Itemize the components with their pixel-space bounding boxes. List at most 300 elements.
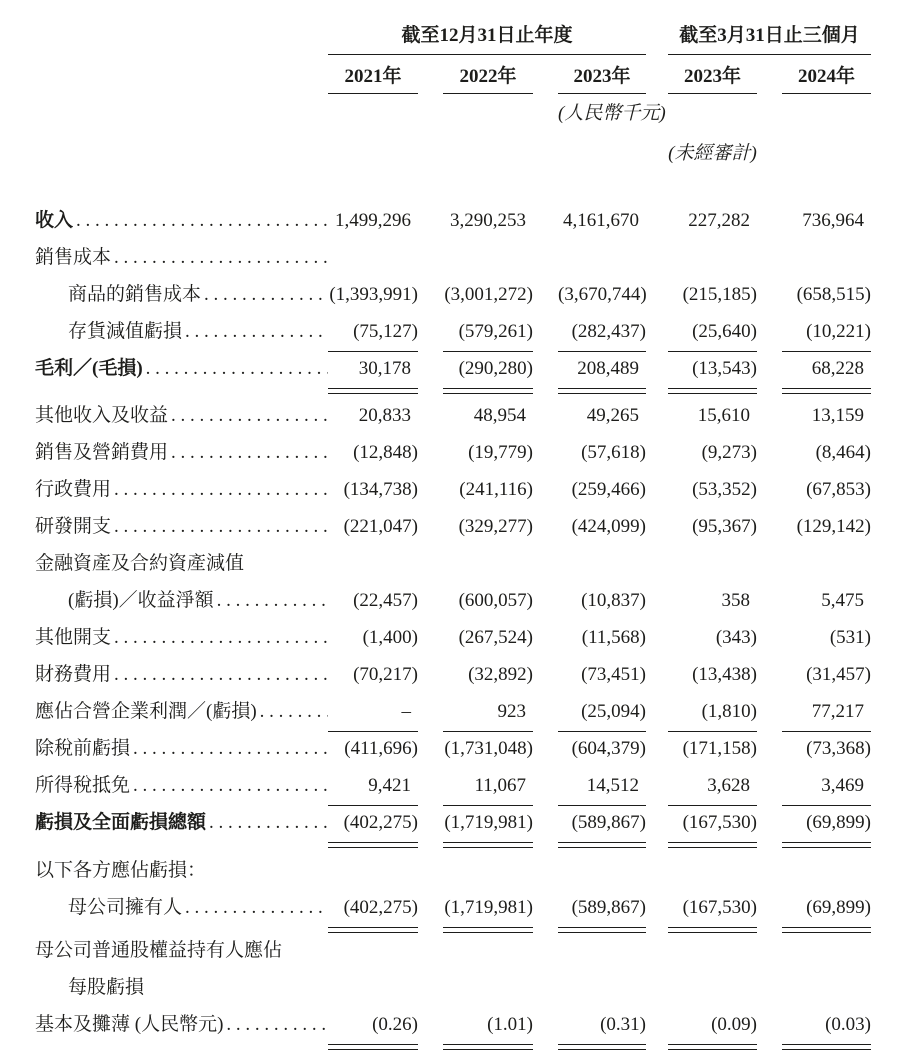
row-label: 除稅前虧損 [35,738,131,759]
value-cell [558,472,646,509]
row-label-cell [35,657,328,694]
value: (221,047) [343,516,418,537]
table-row [35,472,871,509]
column-gap [533,435,558,472]
value-cell [558,694,646,731]
column-gap [533,54,558,93]
value-cell [443,203,533,240]
column-gap [646,890,668,927]
header-spacer-row [35,167,871,203]
column-gap [418,853,443,890]
value-cell [782,472,871,509]
value: (1.01) [487,1013,533,1035]
column-gap [757,54,782,93]
value: (402,275) [343,811,418,833]
value-cell [668,933,757,970]
value-cell [328,620,418,657]
dot-leader [226,1012,328,1038]
column-gap [646,277,668,314]
row-label: 基本及攤薄 (人民幣元) [35,1014,224,1035]
table-row [35,240,871,277]
value-cell [443,472,533,509]
value-cell [558,890,646,927]
column-gap [418,657,443,694]
value-cell [443,351,533,388]
row-label-cell [35,314,328,351]
value-cell [443,805,533,842]
row-label: 應佔合營企業利潤／(虧損) [35,701,257,722]
value: (0.31) [600,1013,646,1035]
column-gap [533,398,558,435]
value-cell [558,933,646,970]
value: (402,275) [343,896,418,918]
value: (282,437) [571,320,646,342]
value: (658,515) [796,284,871,305]
table-row [35,546,871,583]
value-cell [782,277,871,314]
value: – [401,700,411,722]
value-cell [558,203,646,240]
column-gap [533,509,558,546]
value: 15,610 [697,405,750,426]
empty-cell [35,54,328,93]
value-cell [782,546,871,583]
table-row [35,314,871,351]
value: 48,954 [473,405,526,426]
value-cell [668,277,757,314]
value: (69,899) [806,811,871,833]
table-body [35,203,871,1044]
row-label: 研發開支 [35,516,112,537]
value: (167,530) [682,896,757,918]
value-cell [443,890,533,927]
column-gap [646,853,668,890]
value: (589,867) [571,811,646,833]
column-gap [757,583,782,620]
empty-cell [757,127,871,167]
column-gap [646,351,668,388]
period-group-quarter: 截至3月31日止三個月 [668,6,871,54]
value: (73,368) [806,738,871,759]
row-label-cell [35,398,328,435]
value: (1,400) [362,627,418,648]
row-label: 母公司普通股權益持有人應佔 [35,940,283,961]
table-row [35,277,871,314]
value-cell [328,277,418,314]
row-label: 商品的銷售成本 [68,284,202,305]
value: (343) [715,627,757,648]
value: (3,001,272) [444,284,533,305]
dot-leader [114,245,328,271]
value: 9,421 [368,774,411,796]
row-label-cell [35,583,328,620]
value-cell [558,240,646,277]
column-gap [757,435,782,472]
value: 3,469 [821,774,864,796]
column-gap [418,435,443,472]
dot-leader [185,895,328,921]
value: 358 [721,590,750,611]
empty-cell [35,93,558,127]
row-label-cell [35,768,328,805]
empty-cell [35,6,328,54]
row-label: 其他收入及收益 [35,405,169,426]
dot-leader [171,440,328,466]
value-cell [668,970,757,1007]
table-row [35,203,871,240]
value: (589,867) [571,896,646,918]
unaudited-note-row [35,127,871,167]
column-gap [646,203,668,240]
value-cell [328,546,418,583]
unaudited-note: (未經審計) [668,143,757,164]
dot-leader [76,208,328,234]
dot-leader [204,282,328,308]
value: 13,159 [811,405,864,426]
column-gap [418,509,443,546]
value-cell [782,314,871,351]
value-cell [668,314,757,351]
value-cell [328,853,418,890]
value: (241,116) [459,479,533,500]
table-row [35,805,871,842]
year-header-2022: 2022年 [443,54,533,93]
value: (13,543) [692,357,757,379]
row-label-cell [35,890,328,927]
value-cell [782,731,871,768]
empty-cell [35,842,871,853]
value: (95,367) [692,516,757,537]
column-gap [418,933,443,970]
dot-leader [217,588,328,614]
column-gap [646,54,668,93]
column-gap [418,1007,443,1044]
column-gap [757,509,782,546]
value-cell [668,1007,757,1044]
row-label: 毛利／(毛損) [35,358,143,379]
value-cell [328,314,418,351]
column-gap [418,398,443,435]
table-header [35,6,871,203]
table-row [35,933,871,970]
value-cell [558,435,646,472]
row-label: 每股虧損 [68,977,145,998]
column-gap [533,933,558,970]
column-gap [533,805,558,842]
column-gap [533,620,558,657]
row-label-cell [35,853,328,890]
value-cell [328,970,418,1007]
value: 68,228 [811,357,864,379]
value-cell [443,314,533,351]
value-cell [443,398,533,435]
column-gap [533,277,558,314]
value: 227,282 [688,210,750,231]
value: (329,277) [458,516,533,537]
value-cell [328,583,418,620]
value: (10,837) [581,590,646,611]
row-label: 以下各方應佔虧損： [35,860,207,881]
column-gap [418,970,443,1007]
value: 208,489 [577,357,639,379]
group-gap [646,6,668,54]
column-gap [646,970,668,1007]
row-label-cell [35,970,328,1007]
column-gap [418,277,443,314]
value-cell [782,1007,871,1044]
column-gap [757,398,782,435]
value: (19,779) [468,442,533,463]
value: 11,067 [474,774,526,796]
value-cell [443,1007,533,1044]
column-gap [757,731,782,768]
column-gap [418,694,443,731]
value-cell [328,731,418,768]
column-gap [533,351,558,388]
value-cell [558,805,646,842]
column-gap [418,731,443,768]
column-gap [533,314,558,351]
value: (134,738) [343,479,418,500]
value-cell [668,351,757,388]
dot-leader [185,319,328,345]
column-gap [533,1007,558,1044]
row-label-cell [35,933,328,970]
value: 20,833 [358,405,411,426]
value-cell [668,583,757,620]
dot-leader [260,699,328,725]
value: (0.26) [372,1013,418,1035]
value: (73,451) [581,664,646,685]
table-row [35,583,871,620]
value: (1,810) [701,700,757,722]
value: (3,670,744) [558,284,647,305]
value-cell [782,657,871,694]
value-cell [668,240,757,277]
column-gap [757,240,782,277]
column-gap [646,583,668,620]
row-label: 銷售及營銷費用 [35,442,169,463]
column-gap [757,890,782,927]
value: (67,853) [806,479,871,500]
unit-note-row [35,93,871,127]
value: 1,499,296 [335,210,411,231]
value-cell [668,853,757,890]
column-gap [533,583,558,620]
column-gap [646,314,668,351]
column-gap [646,472,668,509]
row-label: 虧損及全面虧損總額 [35,812,207,833]
spacer-row [35,842,871,853]
empty-cell [35,167,871,203]
period-group-row [35,6,871,54]
column-gap [418,203,443,240]
value-cell [782,509,871,546]
column-gap [646,435,668,472]
column-gap [533,472,558,509]
value: (0.03) [825,1013,871,1035]
year-header-2024-q1: 2024年 [782,54,871,93]
value-cell [443,768,533,805]
column-gap [533,853,558,890]
table-row [35,398,871,435]
column-gap [757,203,782,240]
value-cell [558,853,646,890]
value: (215,185) [682,284,757,305]
value: (32,892) [468,664,533,685]
value-cell [782,805,871,842]
value: (25,094) [581,700,646,722]
value-cell [328,472,418,509]
row-label: 存貨減值虧損 [68,321,183,342]
value-cell [782,240,871,277]
column-gap [418,472,443,509]
column-gap [757,970,782,1007]
value-cell [558,546,646,583]
column-gap [646,546,668,583]
value: (579,261) [458,320,533,342]
column-gap [533,546,558,583]
table-row [35,657,871,694]
value: (75,127) [353,320,418,342]
column-gap [418,805,443,842]
row-label: (虧損)／收益淨額 [68,590,214,611]
value: (12,848) [353,442,418,463]
value-cell [328,398,418,435]
value-cell [558,398,646,435]
value: 49,265 [586,405,639,426]
column-gap [533,203,558,240]
value-cell [782,620,871,657]
row-label-cell [35,203,328,240]
column-gap [646,694,668,731]
column-gap [757,805,782,842]
value: (531) [829,627,871,648]
row-label-cell [35,472,328,509]
column-gap [757,620,782,657]
value-cell [328,509,418,546]
value-cell [782,694,871,731]
value: (57,618) [581,442,646,463]
row-label-cell [35,805,328,842]
column-gap [418,890,443,927]
value: (0.09) [711,1013,757,1035]
column-gap [418,620,443,657]
column-gap [646,731,668,768]
column-gap [757,657,782,694]
value-cell [558,1007,646,1044]
value: (259,466) [571,479,646,500]
row-label-cell [35,546,328,583]
value-cell [668,203,757,240]
value-cell [443,240,533,277]
value-cell [558,277,646,314]
column-gap [418,583,443,620]
value-cell [782,768,871,805]
value: (171,158) [682,738,757,759]
year-header-row [35,54,871,93]
table-row [35,351,871,388]
column-gap [757,768,782,805]
value: (267,524) [458,627,533,648]
dot-leader [209,810,328,836]
column-gap [646,240,668,277]
value-cell [782,853,871,890]
value: 3,628 [707,774,750,796]
year-header-2021: 2021年 [328,54,418,93]
column-gap [533,240,558,277]
column-gap [646,933,668,970]
value-cell [558,583,646,620]
column-gap [533,970,558,1007]
row-label-cell [35,620,328,657]
table-row [35,890,871,927]
value-cell [668,435,757,472]
table-row [35,768,871,805]
value-cell [668,768,757,805]
column-gap [418,351,443,388]
value: 77,217 [811,700,864,722]
value-cell [328,890,418,927]
dot-leader [133,773,328,799]
column-gap [757,277,782,314]
column-gap [533,768,558,805]
value-cell [328,1007,418,1044]
value-cell [782,890,871,927]
year-header-2023: 2023年 [558,54,646,93]
column-gap [533,657,558,694]
row-label-cell [35,509,328,546]
value: (290,280) [458,357,533,379]
value: 923 [497,700,526,722]
value-cell [558,314,646,351]
value-cell [558,620,646,657]
column-gap [757,472,782,509]
dot-leader [146,356,328,382]
column-gap [646,1007,668,1044]
value: (1,719,981) [444,896,533,918]
dot-leader [114,662,328,688]
column-gap [757,694,782,731]
column-gap [533,694,558,731]
value-cell [328,768,418,805]
value: 736,964 [802,210,864,231]
value-cell [558,351,646,388]
value-cell [443,546,533,583]
value-cell [443,277,533,314]
value-cell [668,731,757,768]
column-gap [646,805,668,842]
value: (22,457) [353,590,418,611]
table-row [35,620,871,657]
value-cell [328,435,418,472]
value: (411,696) [344,738,418,759]
column-gap [533,731,558,768]
income-statement-table [35,6,871,1045]
value-cell [782,351,871,388]
value-cell [558,731,646,768]
value-cell [443,509,533,546]
value-cell [782,398,871,435]
row-label-cell [35,351,328,388]
value-cell [558,509,646,546]
value: (1,719,981) [444,811,533,833]
value-cell [668,805,757,842]
value-cell [558,768,646,805]
row-label-cell [35,731,328,768]
value-cell [668,546,757,583]
table-row [35,970,871,1007]
